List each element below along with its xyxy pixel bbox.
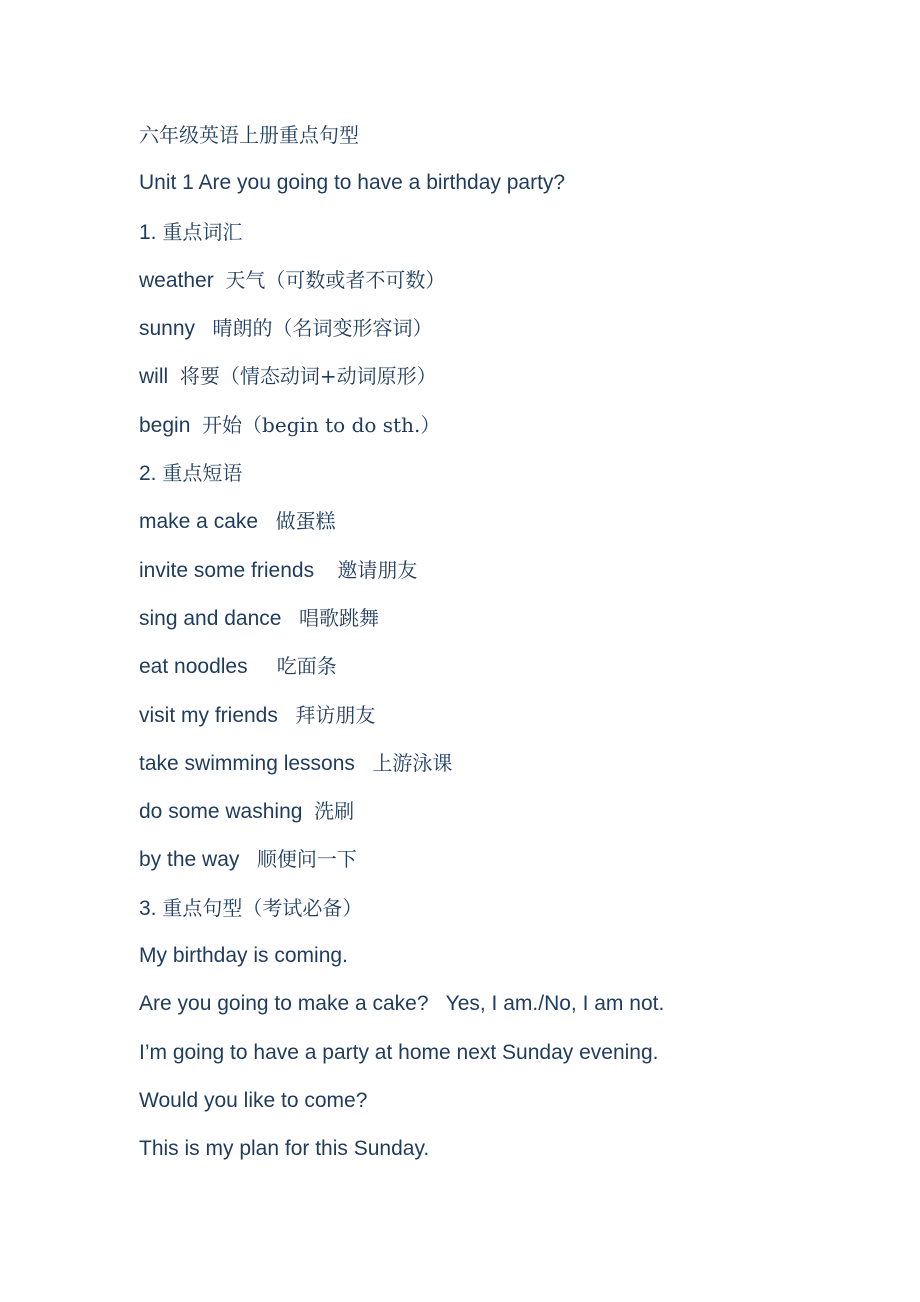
vocab-word: will xyxy=(139,365,180,389)
phrase-english: sing and dance xyxy=(139,606,299,630)
phrase-item xyxy=(139,698,664,746)
sentence-item: Would you like to come? xyxy=(139,1088,368,1112)
phrase-chinese: 吃面条 xyxy=(276,654,337,679)
sentence-item: My birthday is coming. xyxy=(139,944,348,968)
sentence-item: This is my plan for this Sunday. xyxy=(139,1137,430,1161)
vocab-item xyxy=(139,263,664,311)
phrase-item xyxy=(139,504,664,552)
phrase-chinese: 做蛋糕 xyxy=(275,509,336,534)
phrase-chinese: 唱歌跳舞 xyxy=(298,605,379,630)
phrase-english: make a cake xyxy=(139,510,276,534)
phrase-english: visit my friends xyxy=(139,703,296,727)
sentences-heading-text: 重点句型（考试必备） xyxy=(162,895,363,920)
vocab-word: begin xyxy=(139,413,203,437)
unit-title: Unit 1 Are you going to have a birthday party? xyxy=(139,171,566,195)
phrase-item xyxy=(139,553,664,601)
vocab-meaning: 天气（可数或者不可数） xyxy=(225,267,446,292)
phrase-english: take swimming lessons xyxy=(139,751,373,775)
vocab-word: sunny xyxy=(139,317,213,341)
vocab-word: weather xyxy=(139,268,226,292)
sentences-heading-number: 3. xyxy=(139,896,163,920)
sentences-heading xyxy=(139,891,664,939)
vocab-meaning: 将要（情态动词+动词原形） xyxy=(179,364,437,389)
vocab-item xyxy=(139,408,664,456)
vocab-meaning: 晴朗的（名词变形容词） xyxy=(212,316,433,341)
sentence-item: I’m going to have a party at home next Sunday evening. xyxy=(139,1040,659,1064)
phrase-item xyxy=(139,601,664,649)
vocab-meaning: 开始（begin to do sth.） xyxy=(202,412,441,437)
phrase-english: invite some friends xyxy=(139,558,338,582)
document-body xyxy=(139,118,664,1181)
phrase-chinese: 顺便问一下 xyxy=(256,847,357,872)
vocab-item xyxy=(139,311,664,359)
vocab-heading-text: 重点词汇 xyxy=(162,219,243,244)
vocab-heading-number: 1. xyxy=(139,220,163,244)
phrase-chinese: 拜访朋友 xyxy=(295,702,376,727)
phrase-chinese: 洗刷 xyxy=(314,799,355,824)
phrase-chinese: 邀请朋友 xyxy=(337,557,418,582)
phrase-item xyxy=(139,842,664,890)
phrase-english: do some washing xyxy=(139,800,315,824)
phrases-heading-text: 重点短语 xyxy=(162,461,243,486)
document-title xyxy=(139,118,664,166)
vocab-item xyxy=(139,359,664,407)
phrases-heading-number: 2. xyxy=(139,462,163,486)
phrase-chinese: 上游泳课 xyxy=(372,750,453,775)
vocab-heading xyxy=(139,215,664,263)
document-title-text: 六年级英语上册重点句型 xyxy=(139,123,359,147)
phrase-item xyxy=(139,649,664,697)
phrase-item xyxy=(139,746,664,794)
phrase-english: by the way xyxy=(139,848,257,872)
sentence-item: Are you going to make a cake? Yes, I am./No, I am not. xyxy=(139,992,665,1016)
phrase-item xyxy=(139,794,664,842)
phrase-english: eat noodles xyxy=(139,655,277,679)
phrases-heading xyxy=(139,456,664,504)
